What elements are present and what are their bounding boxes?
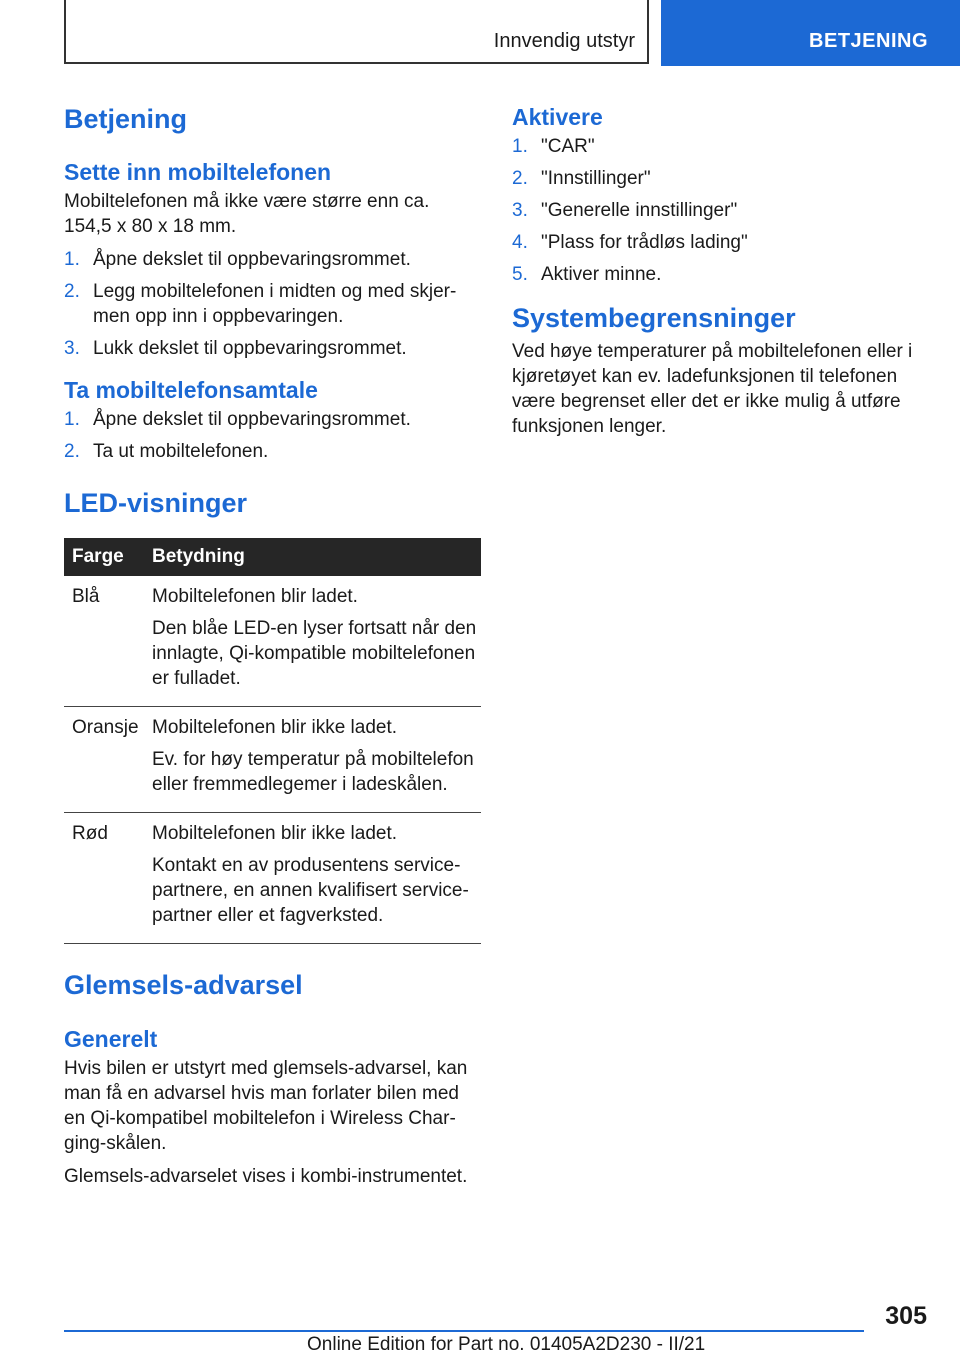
heading-betjening: Betjening xyxy=(64,104,188,134)
footer-divider xyxy=(64,1330,864,1332)
list-item: 2. Ta ut mobiltelefonen. xyxy=(64,441,269,462)
heading-generelt: Generelt xyxy=(64,1026,158,1052)
list-item: 1. Åpne dekslet til oppbevaringsrommet. xyxy=(64,409,411,430)
take-steps-list xyxy=(64,407,481,464)
heading-sette-inn: Sette inn mobiltelefonen xyxy=(64,159,332,185)
list-item: 3. Lukk dekslet til oppbevaringsrommet. xyxy=(64,338,407,359)
table-cell-meaning: Mobiltelefonen blir ikke ladet. Ev. for høy temperatur på mobiltelefon eller fremmedlegemer i ladeskålen. xyxy=(144,707,481,813)
table-cell-meaning: Mobiltelefonen blir ladet. Den blåe LED-en lyser fortsatt når den innlagte, Qi-kompatible mobiltelefonen er fulladet. xyxy=(144,576,481,707)
header-section-box xyxy=(64,0,649,64)
list-item: 1. "CAR" xyxy=(512,136,595,157)
table-row xyxy=(64,707,481,813)
heading-led: LED-visninger xyxy=(64,488,248,518)
header-section-title: Innvendig utstyr xyxy=(493,30,635,52)
heading-systembegrensninger: Systembegrensninger xyxy=(512,303,796,333)
heading-glemsels: Glemsels-advarsel xyxy=(64,970,303,1000)
table-header-betydning: Betydning xyxy=(144,538,481,576)
footer-edition: Online Edition for Part no. 01405A2D230 - II/21 xyxy=(307,1334,706,1355)
list-item: 2. Legg mobiltelefonen i midten og med skjermen opp inn i oppbevaringen. xyxy=(64,281,457,327)
list-item: 2. "Innstillinger" xyxy=(512,168,651,189)
header-chapter-title: BETJENING xyxy=(809,30,928,52)
right-column xyxy=(512,96,932,439)
table-row xyxy=(64,813,481,944)
generelt-paragraph-1: Hvis bilen er utstyrt med glemsels-advarsel, kan man få en advarsel hvis man forlater bilen med en Qi-kompatibel mobiltelefon i Wireless Charging-skålen. xyxy=(64,1058,468,1154)
list-item: 5. Aktiver minne. xyxy=(512,264,662,285)
page-number: 305 xyxy=(885,1302,927,1330)
header-chapter-tab xyxy=(661,0,960,66)
left-column xyxy=(64,96,481,1189)
heading-aktivere: Aktivere xyxy=(512,104,603,130)
heading-ta-samtale: Ta mobiltelefonsamtale xyxy=(64,377,318,403)
list-item: 3. "Generelle innstillinger" xyxy=(512,200,738,221)
activate-steps-list xyxy=(512,134,932,287)
table-cell-color: Blå xyxy=(64,576,144,707)
list-item: 4. "Plass for trådløs lading" xyxy=(512,232,748,253)
table-cell-color: Rød xyxy=(64,813,144,944)
insert-steps-list xyxy=(64,247,481,361)
table-row xyxy=(64,576,481,707)
table-cell-meaning: Mobiltelefonen blir ikke ladet. Kontakt en av produsentens servicepartnere, en annen kvalifisert servicepartner eller et fagverksted. xyxy=(144,813,481,944)
size-text: Mobiltelefonen må ikke være større enn ca. 154,5 x 80 x 18 mm. xyxy=(64,191,430,237)
generelt-paragraph-2: Glemsels-advarselet vises i kombi-instrumentet. xyxy=(64,1166,468,1187)
table-cell-color: Oransje xyxy=(64,707,144,813)
list-item: 1. Åpne dekslet til oppbevaringsrommet. xyxy=(64,249,411,270)
led-table xyxy=(64,538,481,944)
system-paragraph: Ved høye temperaturer på mobiltelefonen eller i kjøretøyet kan ev. ladefunksjonen til telefonen være begrenset eller det er ikke mulig å utføre funksjonen lenger. xyxy=(512,341,913,437)
table-header-farge: Farge xyxy=(64,538,144,576)
